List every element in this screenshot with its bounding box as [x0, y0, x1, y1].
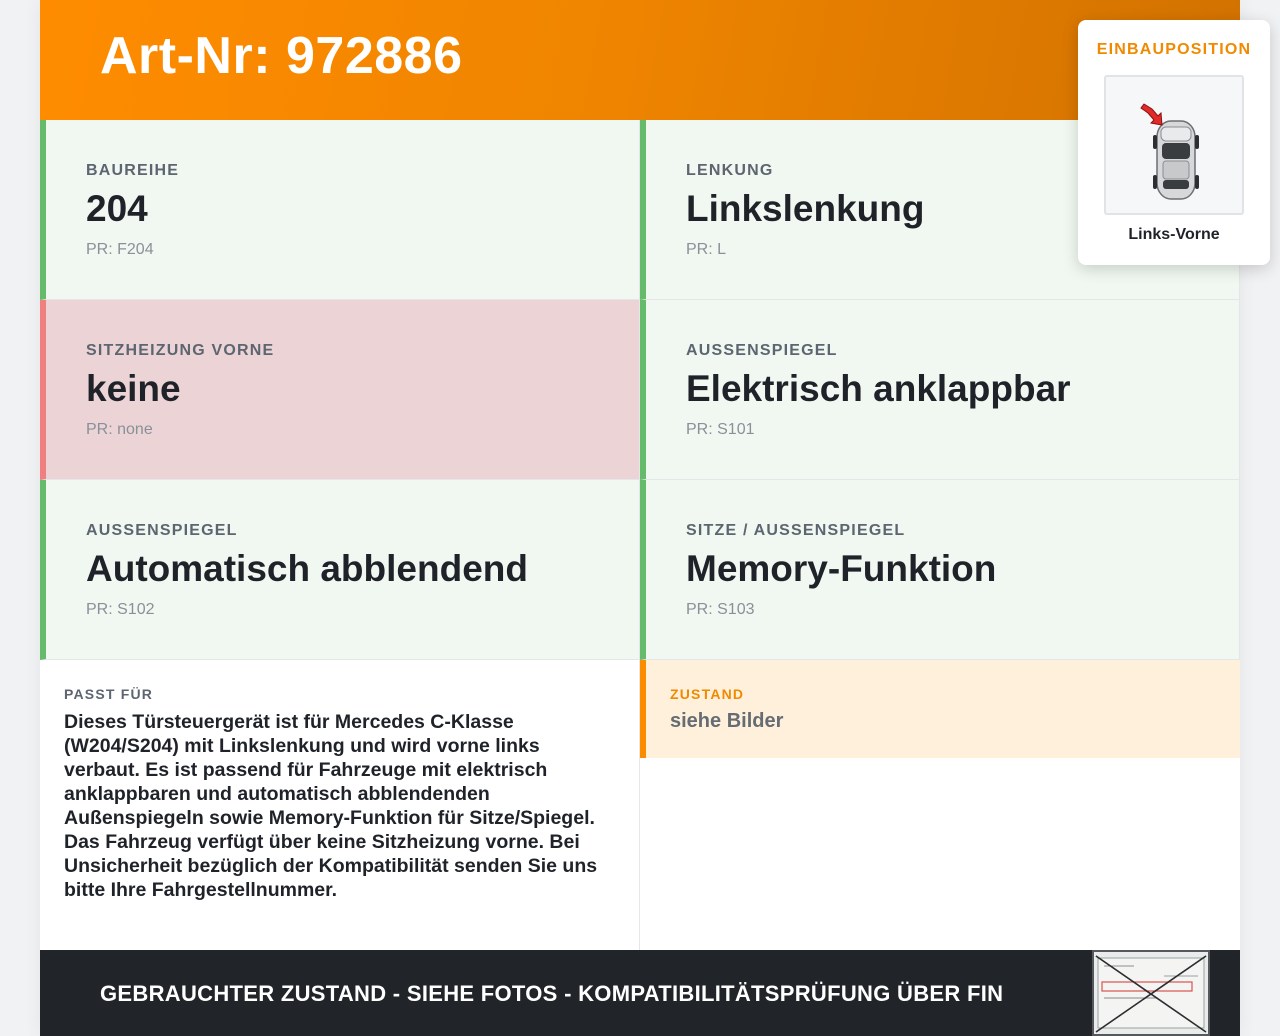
feature-code: PR: S102 — [86, 601, 155, 618]
condition-label: ZUSTAND — [670, 686, 745, 702]
feature-label: BAUREIHE — [86, 162, 180, 179]
fits-section — [40, 660, 640, 950]
feature-label: LENKUNG — [686, 162, 774, 179]
header-banner — [40, 0, 1240, 120]
feature-label: SITZHEIZUNG VORNE — [86, 342, 275, 359]
condition-value: siehe Bilder — [670, 710, 784, 732]
feature-cell-sitzheizung — [40, 300, 640, 480]
condition-section — [640, 660, 1240, 758]
feature-cell-aussenspiegel-abblendend — [40, 480, 640, 660]
feature-value: Memory-Funktion — [686, 548, 997, 589]
footer-banner — [40, 950, 1240, 1036]
mounting-position-card — [1078, 20, 1270, 265]
feature-code: PR: L — [686, 241, 727, 258]
feature-cell-aussenspiegel-anklappbar — [640, 300, 1240, 480]
feature-label: AUSSENSPIEGEL — [86, 522, 238, 539]
feature-label: AUSSENSPIEGEL — [686, 342, 838, 359]
feature-value: Linkslenkung — [686, 188, 925, 229]
feature-grid — [40, 120, 1240, 660]
feature-value: Elektrisch anklappbar — [686, 368, 1071, 409]
feature-code: PR: S101 — [686, 421, 755, 438]
feature-code: PR: none — [86, 421, 153, 438]
footer-text: GEBRAUCHTER ZUSTAND - SIEHE FOTOS - KOMPATIBILITÄTSPRÜFUNG ÜBER FIN — [100, 981, 1004, 1006]
product-sheet — [40, 0, 1252, 1036]
vin-plate-thumbnail[interactable] — [1092, 950, 1210, 1036]
fits-description: Dieses Türsteuergerät ist für Mercedes C-Klasse (W204/S204) mit Linkslenkung und wird vorne links verbaut. Es ist passend für Fahrzeuge mit elektrisch anklappbaren und automatisch abblendenden Außenspiegeln sowie Memory-Funktion für Sitze/Spiegel. Das Fahrzeug verfügt über keine Sitzheizung vorne. Bei Unsicherheit bezüglich der Kompatibilität senden Sie uns bitte Ihre Fahrgestellnummer. — [64, 711, 598, 901]
feature-value: 204 — [86, 188, 148, 229]
feature-cell-memory — [640, 480, 1240, 660]
feature-value: keine — [86, 368, 181, 409]
feature-cell-baureihe — [40, 120, 640, 300]
feature-code: PR: S103 — [686, 601, 755, 618]
vin-plate-image-icon — [1094, 952, 1208, 1034]
feature-value: Automatisch abblendend — [86, 548, 528, 589]
feature-label: SITZE / AUSSENSPIEGEL — [686, 522, 906, 539]
mounting-position-value: Links-Vorne — [1128, 226, 1220, 243]
mounting-position-label: EINBAUPOSITION — [1096, 41, 1252, 58]
fits-label: PASST FÜR — [64, 686, 154, 702]
feature-code: PR: F204 — [86, 241, 154, 258]
article-number-title: Art-Nr: 972886 — [100, 27, 463, 85]
car-top-view-icon — [1104, 75, 1244, 215]
